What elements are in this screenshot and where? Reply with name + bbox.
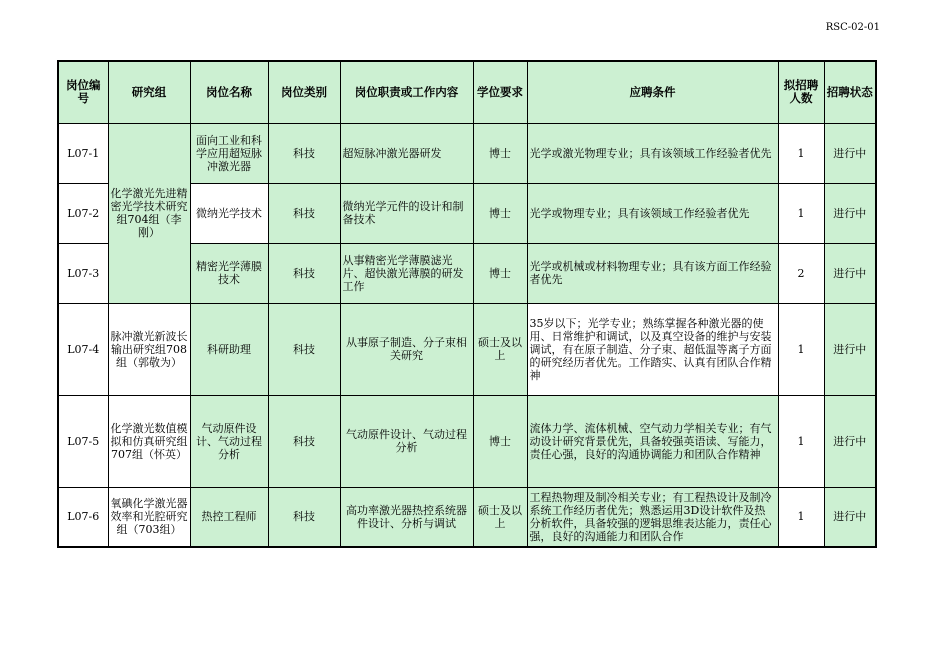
header-group: 研究组 [108,61,190,123]
cell-status: 进行中 [824,183,876,243]
cell-post-id: L07-5 [58,395,108,487]
cell-group: 化学激光数值模拟和仿真研究组707组（怀英） [108,395,190,487]
header-conditions: 应聘条件 [527,61,778,123]
cell-count: 2 [778,243,824,303]
cell-conditions: 35岁以下；光学专业；熟练掌握各种激光器的使用、日常维护和调试，以及真空设备的维护与安装调试，有在原子制造、分子束、超低温等离子方面的研究经历者优先。工作踏实、认真有团队合作精神 [527,303,778,395]
cell-group: 氧碘化学激光器效率和光腔研究组（703组） [108,487,190,547]
header-duties: 岗位职责或工作内容 [340,61,473,123]
cell-conditions: 光学或激光物理专业；具有该领域工作经验者优先 [527,123,778,183]
cell-group: 化学激光先进精密光学技术研究组704组（李刚） [108,123,190,303]
header-post-id: 岗位编号 [58,61,108,123]
cell-post-name: 精密光学薄膜技术 [190,243,268,303]
cell-count: 1 [778,395,824,487]
cell-status: 进行中 [824,487,876,547]
header-post-type: 岗位类别 [268,61,340,123]
cell-post-id: L07-2 [58,183,108,243]
header-count: 拟招聘人数 [778,61,824,123]
cell-post-name: 热控工程师 [190,487,268,547]
table-row [58,487,876,547]
cell-count: 1 [778,123,824,183]
cell-post-id: L07-4 [58,303,108,395]
cell-count: 1 [778,183,824,243]
cell-duties: 高功率激光器热控系统器件设计、分析与调试 [340,487,473,547]
header-post-name: 岗位名称 [190,61,268,123]
header-status: 招聘状态 [824,61,876,123]
cell-status: 进行中 [824,243,876,303]
table-row [58,123,876,183]
cell-post-type: 科技 [268,123,340,183]
cell-status: 进行中 [824,123,876,183]
cell-post-type: 科技 [268,303,340,395]
cell-degree: 博士 [473,243,527,303]
cell-degree: 博士 [473,395,527,487]
cell-degree: 博士 [473,183,527,243]
cell-post-type: 科技 [268,487,340,547]
cell-post-id: L07-6 [58,487,108,547]
table-row [58,395,876,487]
cell-status: 进行中 [824,303,876,395]
cell-conditions: 光学或机械或材料物理专业；具有该方面工作经验者优先 [527,243,778,303]
cell-conditions: 光学或物理专业；具有该领域工作经验者优先 [527,183,778,243]
cell-post-id: L07-1 [58,123,108,183]
cell-count: 1 [778,303,824,395]
table-row [58,303,876,395]
cell-conditions: 工程热物理及制冷相关专业；有工程热设计及制冷系统工作经历者优先；熟悉运用3D设计软件及热分析软件，具备较强的逻辑思维表达能力，责任心强，良好的沟通能力和团队合作 [527,487,778,547]
cell-post-name: 科研助理 [190,303,268,395]
cell-post-name: 微纳光学技术 [190,183,268,243]
cell-count: 1 [778,487,824,547]
cell-conditions: 流体力学、流体机械、空气动力学相关专业；有气动设计研究背景优先，具备较强英语读、写能力，责任心强，良好的沟通协调能力和团队合作精神 [527,395,778,487]
cell-post-type: 科技 [268,243,340,303]
cell-group: 脉冲激光新波长输出研究组708组（郭敬为） [108,303,190,395]
cell-duties: 从事精密光学薄膜滤光片、超快激光薄膜的研发工作 [340,243,473,303]
cell-degree: 硕士及以上 [473,487,527,547]
cell-degree: 博士 [473,123,527,183]
cell-post-name: 气动原件设计、气动过程分析 [190,395,268,487]
cell-post-type: 科技 [268,395,340,487]
cell-post-name: 面向工业和科学应用超短脉冲激光器 [190,123,268,183]
recruitment-table [57,60,877,548]
cell-post-id: L07-3 [58,243,108,303]
cell-post-type: 科技 [268,183,340,243]
cell-duties: 超短脉冲激光器研发 [340,123,473,183]
cell-duties: 从事原子制造、分子束相关研究 [340,303,473,395]
header-degree: 学位要求 [473,61,527,123]
cell-duties: 微纳光学元件的设计和制备技术 [340,183,473,243]
cell-degree: 硕士及以上 [473,303,527,395]
document-code: RSC-02-01 [825,22,880,33]
cell-status: 进行中 [824,395,876,487]
header-row [58,61,876,123]
cell-duties: 气动原件设计、气动过程分析 [340,395,473,487]
